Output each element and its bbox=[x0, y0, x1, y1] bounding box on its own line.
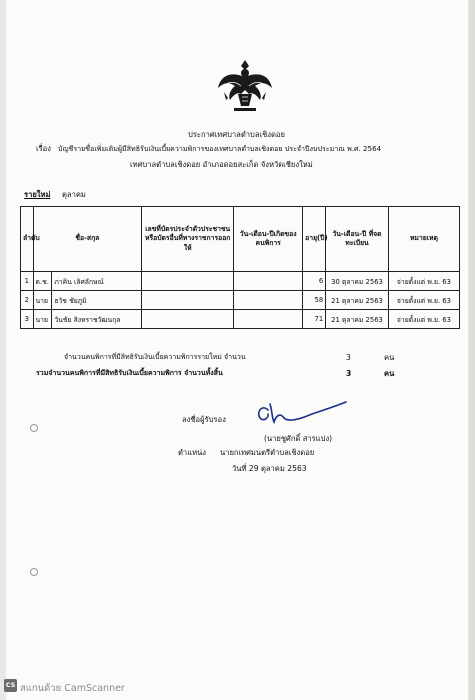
signer-name: (นายชูศักดิ์ สารแปง) bbox=[264, 434, 333, 443]
row-no: 3 bbox=[21, 310, 34, 329]
section-type: รายใหม่ bbox=[24, 190, 51, 199]
row-no: 1 bbox=[21, 272, 34, 291]
subject-text: บัญชีรายชื่อเพิ่มเติมผู้มีสิทธิรับเงินเบี้ยความพิการของเทศบาลตำบลเชิงดอย ประจำปีงบประมาณ พ.ศ. 2564 bbox=[58, 144, 382, 153]
scan-edge bbox=[469, 0, 475, 700]
section-month: ตุลาคม bbox=[62, 190, 86, 199]
header-remark: หมายเหตุ bbox=[388, 207, 459, 272]
signature-date: วันที่ 29 ตุลาคม 2563 bbox=[232, 464, 307, 473]
header-age: อายุ(ปี) bbox=[303, 207, 326, 272]
summary-new-label: จำนวนคนพิการที่มีสิทธิรับเงินเบี้ยความพิการรายใหม่ จำนวน bbox=[64, 353, 246, 361]
row-reg: 21 ตุลาคม 2563 bbox=[326, 291, 389, 310]
row-dob bbox=[234, 272, 303, 291]
header-id: เลขที่บัตรประจำตัวประชาชนหรือบัตรอื่นที่ทางราชการออกให้ bbox=[142, 207, 234, 272]
table-row bbox=[21, 291, 460, 310]
row-dob bbox=[234, 310, 303, 329]
row-remark: จ่ายตั้งแต่ พ.ย. 63 bbox=[388, 291, 459, 310]
row-name: ธวัช ชัยภูมิ bbox=[52, 291, 142, 310]
punch-hole bbox=[30, 424, 38, 432]
row-age: 71 bbox=[303, 310, 326, 329]
summary-new-unit: คน bbox=[384, 353, 395, 362]
row-name: วันชัย สิงหราชวัฒนกุล bbox=[52, 310, 142, 329]
row-dob bbox=[234, 291, 303, 310]
row-id bbox=[142, 272, 234, 291]
beneficiary-table bbox=[20, 206, 460, 329]
subject-label: เรื่อง bbox=[36, 144, 51, 153]
handwritten-signature bbox=[254, 398, 350, 428]
signer-position: นายกเทศมนตรีตำบลเชิงดอย bbox=[220, 448, 315, 457]
row-title: นาย bbox=[33, 291, 52, 310]
row-remark: จ่ายตั้งแต่ พ.ย. 63 bbox=[388, 310, 459, 329]
table-header-row bbox=[21, 207, 460, 272]
summary-total-unit: คน bbox=[384, 369, 395, 378]
scanner-watermark: สแกนด้วย CamScanner bbox=[20, 683, 125, 694]
row-id bbox=[142, 310, 234, 329]
header-name: ชื่อ-สกุล bbox=[33, 207, 142, 272]
summary-total-label: รวมจำนวนคนพิการที่มีสิทธิรับเงินเบี้ยความพิการ จำนวนทั้งสิ้น bbox=[36, 369, 223, 377]
header-reg: วัน-เดือน-ปี ที่จดทะเบียน bbox=[326, 207, 389, 272]
garuda-emblem-icon bbox=[216, 56, 274, 116]
announcement-title: ประกาศเทศบาลตำบลเชิงดอย bbox=[188, 130, 285, 139]
row-id bbox=[142, 291, 234, 310]
row-age: 6 bbox=[303, 272, 326, 291]
certify-label: ลงชื่อผู้รับรอง bbox=[182, 415, 226, 424]
row-reg: 21 ตุลาคม 2563 bbox=[326, 310, 389, 329]
row-age: 58 bbox=[303, 291, 326, 310]
header-no: ลำดับ bbox=[21, 207, 34, 272]
row-no: 2 bbox=[21, 291, 34, 310]
position-label: ตำแหน่ง bbox=[178, 448, 206, 457]
camscanner-icon: CS bbox=[4, 679, 17, 692]
document-page bbox=[6, 0, 468, 700]
summary-total-count: 3 bbox=[346, 369, 352, 378]
row-title: ด.ช. bbox=[33, 272, 52, 291]
summary-new-count: 3 bbox=[346, 353, 351, 362]
header-dob: วัน-เดือน-ปีเกิดของคนพิการ bbox=[234, 207, 303, 272]
row-remark: จ่ายตั้งแต่ พ.ย. 63 bbox=[388, 272, 459, 291]
row-title: นาย bbox=[33, 310, 52, 329]
table-row bbox=[21, 272, 460, 291]
organization-line: เทศบาลตำบลเชิงดอย อำเภอดอยสะเก็ด จังหวัดเชียงใหม่ bbox=[130, 160, 313, 169]
punch-hole bbox=[30, 568, 38, 576]
row-reg: 30 ตุลาคม 2563 bbox=[326, 272, 389, 291]
row-name: ภาคิน เลิศลักษณ์ bbox=[52, 272, 142, 291]
table-row bbox=[21, 310, 460, 329]
